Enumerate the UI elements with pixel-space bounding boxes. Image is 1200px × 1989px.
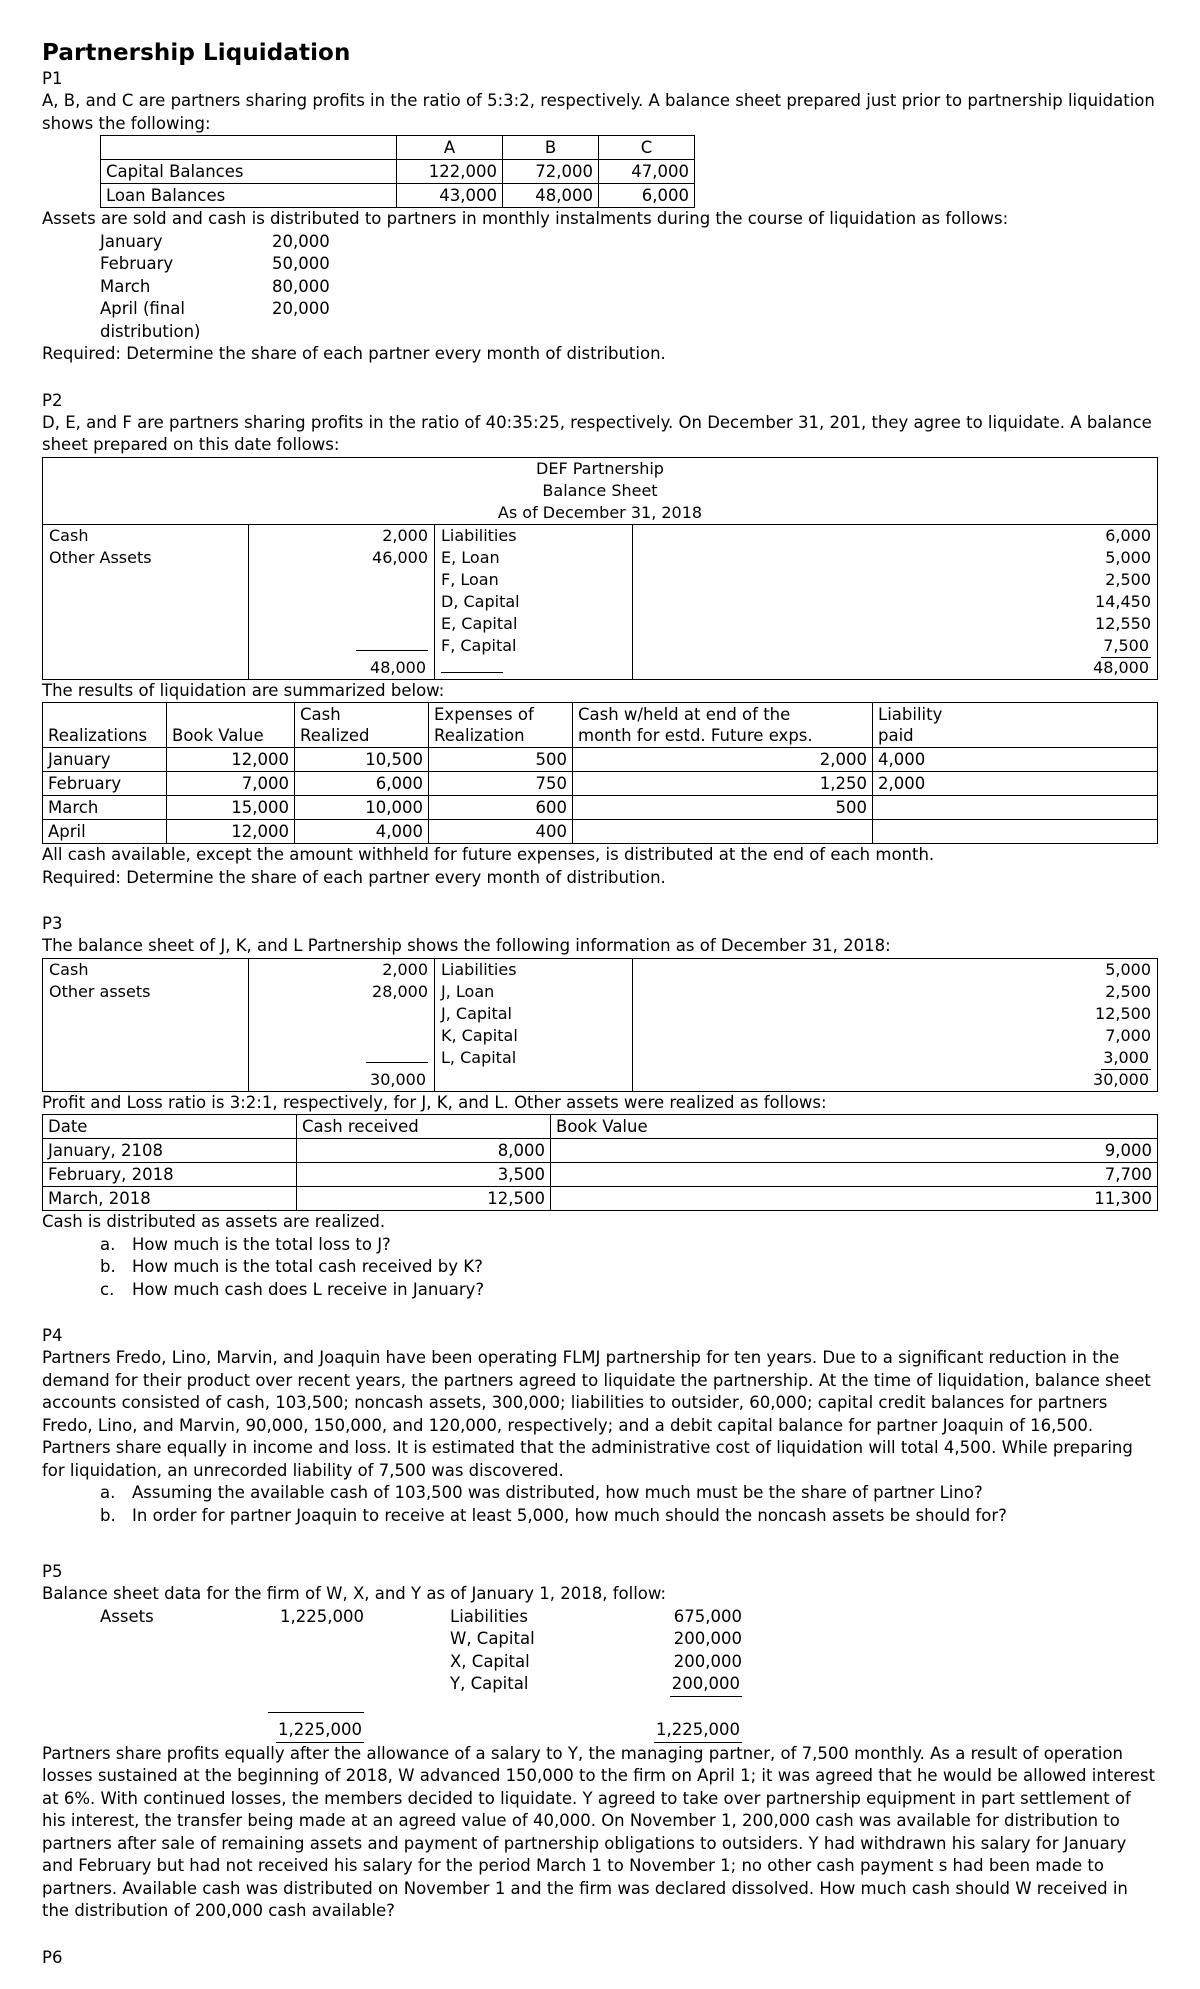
month-label-february: February — [100, 254, 174, 273]
table-row — [43, 1187, 1158, 1211]
asset-amount-cash: 2,000 — [382, 959, 428, 979]
blank-label-2 — [42, 1651, 202, 1674]
asset-label-blank-3 — [49, 1047, 242, 1069]
blank-amount-1 — [202, 1628, 382, 1651]
month-label-april: April (final distribution) — [100, 299, 201, 341]
cell-cash-realized-january: 10,500 — [295, 748, 429, 772]
p5-intro-text: Balance sheet data for the firm of W, X, and Y as of January 1, 2018, follow: — [42, 1584, 667, 1603]
hdr-line-blank — [48, 704, 161, 725]
cell-expenses-january: 500 — [429, 748, 573, 772]
question-text-c: How much cash does L receive in January? — [132, 1279, 485, 1299]
p2-results-intro: The results of liquidation are summarized below: — [42, 680, 445, 700]
liability-amount-e-loan: 5,000 — [1105, 547, 1151, 567]
cell-cash-realized-april: 4,000 — [295, 820, 429, 844]
cell-loan-c: 6,000 — [599, 184, 695, 208]
hdr-line-book-value: Book Value — [172, 726, 264, 745]
list-item — [42, 231, 1158, 254]
list-item — [42, 1482, 1158, 1505]
liabilities-label: Liabilities — [450, 1606, 528, 1626]
table-row — [43, 820, 1158, 844]
list-item — [42, 1279, 1158, 1302]
col-header-book-value: Book Value — [551, 1115, 1158, 1139]
liabilities-amount-column — [633, 959, 1157, 1091]
col-header-date: Date — [43, 1115, 297, 1139]
y-capital-amount — [582, 1673, 742, 1697]
list-item — [42, 298, 1158, 343]
cell-capital-b: 72,000 — [503, 160, 599, 184]
list-item — [42, 1505, 1158, 1528]
subtotal-rule — [255, 1047, 428, 1069]
cell-liability-paid-march — [873, 796, 1158, 820]
hdr-line-cash-withheld-2: month for estd. Future exps. — [578, 726, 813, 745]
left-total-value: 1,225,000 — [276, 1719, 364, 1743]
asset-label-other-assets: Other Assets — [49, 547, 152, 567]
list-item — [42, 276, 1158, 299]
asset-label-blank-5 — [49, 657, 242, 679]
month-amount-april: 20,000 — [272, 299, 330, 318]
list-item — [42, 1256, 1158, 1279]
asset-amount-other-assets: 46,000 — [372, 547, 428, 567]
hdr-line-paid: paid — [878, 726, 914, 745]
month-label-march: March — [100, 276, 151, 296]
left-total — [202, 1719, 382, 1743]
cell-expenses-february: 750 — [429, 772, 573, 796]
p3-realization-table — [42, 1114, 1158, 1211]
asset-label-cash: Cash — [49, 525, 89, 545]
col-header-liability-paid — [873, 703, 1158, 748]
list-item — [42, 253, 1158, 276]
col-header-cash-received: Cash received — [297, 1115, 551, 1139]
asset-amount-blank-3 — [255, 613, 428, 635]
cell-book-value-february: 7,700 — [551, 1163, 1158, 1187]
hdr-line-realizations: Realizations — [48, 726, 148, 745]
assets-label: Assets — [100, 1606, 154, 1626]
p3-question-list — [42, 1234, 1158, 1302]
asset-label-other-assets: Other assets — [49, 981, 151, 1001]
asset-amount-blank-1 — [255, 569, 428, 591]
assets-label-column — [43, 959, 249, 1091]
left-subtotal-rule — [202, 1697, 382, 1720]
row-label-loan-balances: Loan Balances — [101, 184, 397, 208]
liability-label-e-capital: E, Capital — [441, 613, 518, 633]
question-text-a: Assuming the available cash of 103,500 was distributed, how much must be the share of partner Lino? — [132, 1483, 983, 1502]
cell-date-january: January, 2108 — [43, 1139, 297, 1163]
table-row — [43, 748, 1158, 772]
liability-amount-f-capital — [639, 635, 1151, 657]
right-total — [582, 1719, 742, 1743]
p3-note-text: Cash is distributed as assets are realized. — [42, 1212, 386, 1231]
p3-intro-text: The balance sheet of J, K, and L Partnership shows the following information as of December 31, 2018: — [42, 936, 891, 955]
table-row — [43, 796, 1158, 820]
problem-label-p5: P5 — [42, 1562, 63, 1581]
blank-label-6 — [42, 1719, 202, 1743]
balance-sheet-title — [43, 458, 1157, 524]
col-header-cash-realized — [295, 703, 429, 748]
bs-title-line-2: Balance Sheet — [542, 480, 658, 500]
subtotal-rule — [255, 635, 428, 657]
hdr-line-liability: Liability — [878, 705, 943, 724]
blank-label-4 — [42, 1697, 202, 1720]
cell-realization-march: March — [43, 796, 167, 820]
cell-book-value-january: 12,000 — [167, 748, 295, 772]
cell-expenses-march: 600 — [429, 796, 573, 820]
liability-amount-j-loan: 2,500 — [1105, 981, 1151, 1001]
asset-label-blank-2 — [49, 1025, 242, 1047]
cell-date-march: March, 2018 — [43, 1187, 297, 1211]
liabilities-label-column — [435, 525, 633, 679]
p3-ratio-intro: Profit and Loss ratio is 3:2:1, respectively, for J, K, and L. Other assets were realized as follows: — [42, 1092, 827, 1112]
cell-withheld-february: 1,250 — [573, 772, 873, 796]
assets-total — [255, 1069, 428, 1091]
asset-label-blank-1 — [49, 1003, 242, 1025]
x-capital-label: X, Capital — [450, 1651, 530, 1671]
question-text-a: How much is the total loss to J? — [132, 1234, 391, 1254]
cell-book-value-march: 11,300 — [551, 1187, 1158, 1211]
liability-label-blank — [441, 1069, 626, 1091]
cell-realization-february: February — [43, 772, 167, 796]
cell-cash-received-march: 12,500 — [297, 1187, 551, 1211]
col-header-c: C — [599, 136, 695, 160]
question-letter-c: c. — [100, 1279, 115, 1299]
question-text-b: In order for partner Joaquin to receive at least 5,000, how much should the noncash assets be should for? — [132, 1505, 1007, 1525]
liability-amount-l-capital-value: 3,000 — [1101, 1047, 1151, 1070]
asset-label-blank-4 — [49, 635, 242, 657]
asset-amount-cash: 2,000 — [382, 525, 428, 545]
bs-title-line-3: As of December 31, 2018 — [497, 502, 703, 522]
cell-book-value-april: 12,000 — [167, 820, 295, 844]
liabilities-total-value: 30,000 — [1091, 1069, 1151, 1092]
asset-label-blank-4 — [49, 1069, 242, 1091]
bs-row — [42, 1628, 1158, 1651]
p4-paragraph-2: Partners share equally in income and loss. It is estimated that the administrative cost of liquidation will total 4,500. While preparing for liquidation, an unrecorded liability of 7,500 was discovered. — [42, 1438, 1133, 1480]
col-header-blank — [101, 136, 397, 160]
p2-note-text: All cash available, except the amount withheld for future expenses, is distributed at the end of each month. — [42, 845, 935, 864]
asset-amount-blank-2 — [255, 1025, 428, 1047]
liability-label-e-loan: E, Loan — [441, 547, 500, 567]
p1-distribution-intro: Assets are sold and cash is distributed to partners in monthly instalments during the course of liquidation as follows: — [42, 209, 1009, 228]
asset-label-cash: Cash — [49, 959, 89, 979]
col-header-realizations — [43, 703, 167, 748]
cell-liability-paid-february: 2,000 — [873, 772, 1158, 796]
table-row — [43, 1139, 1158, 1163]
cell-liability-paid-january: 4,000 — [873, 748, 1158, 772]
hdr-line-realized: Realized — [300, 726, 370, 745]
question-letter-a: a. — [100, 1483, 116, 1502]
blank-label-1 — [42, 1628, 202, 1651]
cell-withheld-january: 2,000 — [573, 748, 873, 772]
cell-capital-a: 122,000 — [397, 160, 503, 184]
question-text-b: How much is the total cash received by K? — [132, 1257, 483, 1276]
cell-loan-a: 43,000 — [397, 184, 503, 208]
row-label-capital-balances: Capital Balances — [101, 160, 397, 184]
cell-cash-realized-march: 10,000 — [295, 796, 429, 820]
cell-loan-b: 48,000 — [503, 184, 599, 208]
liability-label-l-capital: L, Capital — [441, 1047, 517, 1067]
question-letter-a: a. — [100, 1234, 116, 1254]
y-capital-label: Y, Capital — [450, 1674, 529, 1693]
cell-liability-paid-april — [873, 820, 1158, 844]
blank-label-7 — [382, 1719, 582, 1743]
asset-label-blank-1 — [49, 569, 242, 591]
w-capital-amount: 200,000 — [673, 1629, 742, 1648]
asset-amount-blank-1 — [255, 1003, 428, 1025]
cell-book-value-january: 9,000 — [551, 1139, 1158, 1163]
p1-intro-text: A, B, and C are partners sharing profits in the ratio of 5:3:2, respectively. A balance sheet prepared just prior to partnership liquidation shows the following: — [42, 91, 1155, 133]
hdr-line-cash: Cash — [300, 705, 341, 724]
p2-required-text: Required: Determine the share of each partner every month of distribution. — [42, 867, 666, 887]
liability-amount-f-loan: 2,500 — [1105, 569, 1151, 589]
problem-label-p2: P2 — [42, 390, 63, 410]
table-row — [101, 184, 695, 208]
liabilities-total — [639, 1069, 1151, 1091]
hdr-line-blank — [172, 704, 289, 725]
p4-question-list — [42, 1482, 1158, 1527]
table-header-row — [101, 136, 695, 160]
cell-cash-realized-february: 6,000 — [295, 772, 429, 796]
liability-amount-k-capital: 7,000 — [1105, 1025, 1151, 1045]
assets-total-value: 30,000 — [368, 1069, 428, 1092]
table-row — [43, 1163, 1158, 1187]
right-total-value: 1,225,000 — [654, 1719, 742, 1743]
liabilities-total — [639, 657, 1151, 679]
liability-label-j-capital: J, Capital — [441, 1003, 512, 1023]
w-capital-label: W, Capital — [450, 1629, 535, 1648]
table-header-row — [43, 1115, 1158, 1139]
col-header-b: B — [503, 136, 599, 160]
problem-label-p6: P6 — [42, 1947, 63, 1967]
liability-label-d-capital: D, Capital — [441, 591, 520, 611]
cell-cash-received-february: 3,500 — [297, 1163, 551, 1187]
cell-book-value-march: 15,000 — [167, 796, 295, 820]
blank-label-3 — [42, 1673, 202, 1697]
problem-label-p4: P4 — [42, 1326, 63, 1345]
col-header-a: A — [397, 136, 503, 160]
y-capital-amount-value: 200,000 — [670, 1673, 742, 1697]
assets-amount: 1,225,000 — [280, 1606, 364, 1626]
problem-label-p3: P3 — [42, 914, 63, 933]
assets-label-column — [43, 525, 249, 679]
cell-date-february: February, 2018 — [43, 1163, 297, 1187]
bs-row — [42, 1697, 1158, 1720]
cell-realization-january: January — [43, 748, 167, 772]
blank-amount-4 — [582, 1697, 742, 1720]
x-capital-amount: 200,000 — [673, 1651, 742, 1671]
liability-amount-l-capital — [639, 1047, 1151, 1069]
cell-book-value-february: 7,000 — [167, 772, 295, 796]
liability-label-liabilities: Liabilities — [441, 525, 517, 545]
month-amount-january: 20,000 — [272, 231, 330, 251]
assets-total — [255, 657, 428, 679]
question-letter-b: b. — [100, 1505, 116, 1525]
liabilities-amount-column — [633, 525, 1157, 679]
table-header-row — [43, 703, 1158, 748]
page-title: Partnership Liquidation — [42, 40, 351, 66]
blank-label-5 — [382, 1697, 582, 1720]
p1-distribution-list — [42, 231, 1158, 344]
assets-total-value: 48,000 — [368, 657, 428, 680]
p2-balance-sheet — [42, 457, 1158, 680]
list-item — [42, 1234, 1158, 1257]
p1-required-text: Required: Determine the share of each partner every month of distribution. — [42, 344, 666, 363]
balance-sheet-body — [43, 959, 1157, 1091]
hdr-line-realization: Realization — [434, 726, 525, 745]
liability-label-f-loan: F, Loan — [441, 569, 499, 589]
liability-amount-j-capital: 12,500 — [1095, 1003, 1151, 1023]
cell-withheld-april — [573, 820, 873, 844]
liability-label-blank — [441, 657, 626, 679]
p4-paragraph-1: Partners Fredo, Lino, Marvin, and Joaquin have been operating FLMJ partnership for ten years. Due to a significant reduction in the demand for their product over recent years, the partners agreed to liquidate the partnership. At the time of liquidation, balance sheet accounts consisted of cash, 103,500; noncash assets, 300,000; liabilities to outsider, 60,000; capital credit balances for partners Fredo, Lino, and Marvin, 90,000, 150,000, and 120,000, respectively; and a debit capital balance for partner Joaquin of 16,500. — [42, 1348, 1151, 1435]
table-row — [43, 772, 1158, 796]
bs-row — [42, 1719, 1158, 1743]
asset-amount-other-assets: 28,000 — [372, 981, 428, 1001]
blank-amount-3 — [202, 1673, 382, 1697]
liability-amount-liabilities: 6,000 — [1105, 525, 1151, 545]
liability-label-f-capital: F, Capital — [441, 635, 517, 655]
bs-title-line-1: DEF Partnership — [536, 458, 664, 478]
col-header-cash-withheld — [573, 703, 873, 748]
question-letter-b: b. — [100, 1257, 116, 1276]
p5-paragraph: Partners share profits equally after the allowance of a salary to Y, the managing partner, of 7,500 monthly. As a result of operation losses sustained at the beginning of 2018, W advanced 150,000 to the firm on April 1; it was agreed that he would be allowed interest at 6%. With continued losses, the members decided to liquidate. Y agreed to take over partnership equipment in part settlement of his interest, the transfer being made at an agreed value of 40,000. On November 1, 200,000 cash was available for distribution to partners after sale of remaining assets and payment of partnership obligations to outsiders. Y had withdrawn his salary for January and February but had not received his salary for the period March 1 to November 1; no other cash payment s had been made to partners. Available cash was distributed on November 1 and the firm was declared dissolved. How much cash should W received in the distribution of 200,000 cash available? — [42, 1743, 1156, 1920]
cell-withheld-march: 500 — [573, 796, 873, 820]
liability-amount-d-capital: 14,450 — [1095, 591, 1151, 611]
p1-capital-loan-table — [100, 135, 695, 208]
assets-amount-column — [249, 525, 435, 679]
problem-label-p1: P1 — [42, 69, 63, 88]
liabilities-amount: 675,000 — [673, 1606, 742, 1626]
table-row — [101, 160, 695, 184]
p2-liquidation-results-table — [42, 702, 1158, 844]
hdr-line-expenses-of: Expenses of — [434, 705, 534, 724]
asset-amount-blank-2 — [255, 591, 428, 613]
liability-label-k-capital: K, Capital — [441, 1025, 518, 1045]
assets-amount-column — [249, 959, 435, 1091]
liabilities-total-value: 48,000 — [1091, 657, 1151, 680]
month-label-january: January — [100, 231, 163, 251]
liability-amount-f-capital-value: 7,500 — [1101, 635, 1151, 658]
blank-amount-2 — [202, 1651, 382, 1674]
liability-amount-e-capital: 12,550 — [1095, 613, 1151, 633]
p5-balance-sheet-data — [42, 1606, 1158, 1743]
cell-cash-received-january: 8,000 — [297, 1139, 551, 1163]
liabilities-label-column — [435, 959, 633, 1091]
cell-expenses-april: 400 — [429, 820, 573, 844]
col-header-book-value — [167, 703, 295, 748]
bs-row — [42, 1651, 1158, 1674]
p2-intro-text: D, E, and F are partners sharing profits in the ratio of 40:35:25, respectively. On December 31, 201, they agree to liquidate. A balance sheet prepared on this date follows: — [42, 412, 1152, 454]
p3-balance-sheet — [42, 958, 1158, 1092]
liability-label-liabilities: Liabilities — [441, 959, 517, 979]
asset-label-blank-2 — [49, 591, 242, 613]
cell-realization-april: April — [43, 820, 167, 844]
month-amount-march: 80,000 — [272, 276, 330, 296]
liability-amount-liabilities: 5,000 — [1105, 959, 1151, 979]
liability-label-j-loan: J, Loan — [441, 981, 495, 1001]
bs-row — [42, 1606, 1158, 1629]
col-header-expenses-of-realization — [429, 703, 573, 748]
balance-sheet-body — [43, 524, 1157, 679]
bs-row — [42, 1673, 1158, 1697]
month-amount-february: 50,000 — [272, 254, 330, 273]
hdr-line-cash-withheld-1: Cash w/held at end of the — [578, 705, 791, 724]
cell-capital-c: 47,000 — [599, 160, 695, 184]
asset-label-blank-3 — [49, 613, 242, 635]
